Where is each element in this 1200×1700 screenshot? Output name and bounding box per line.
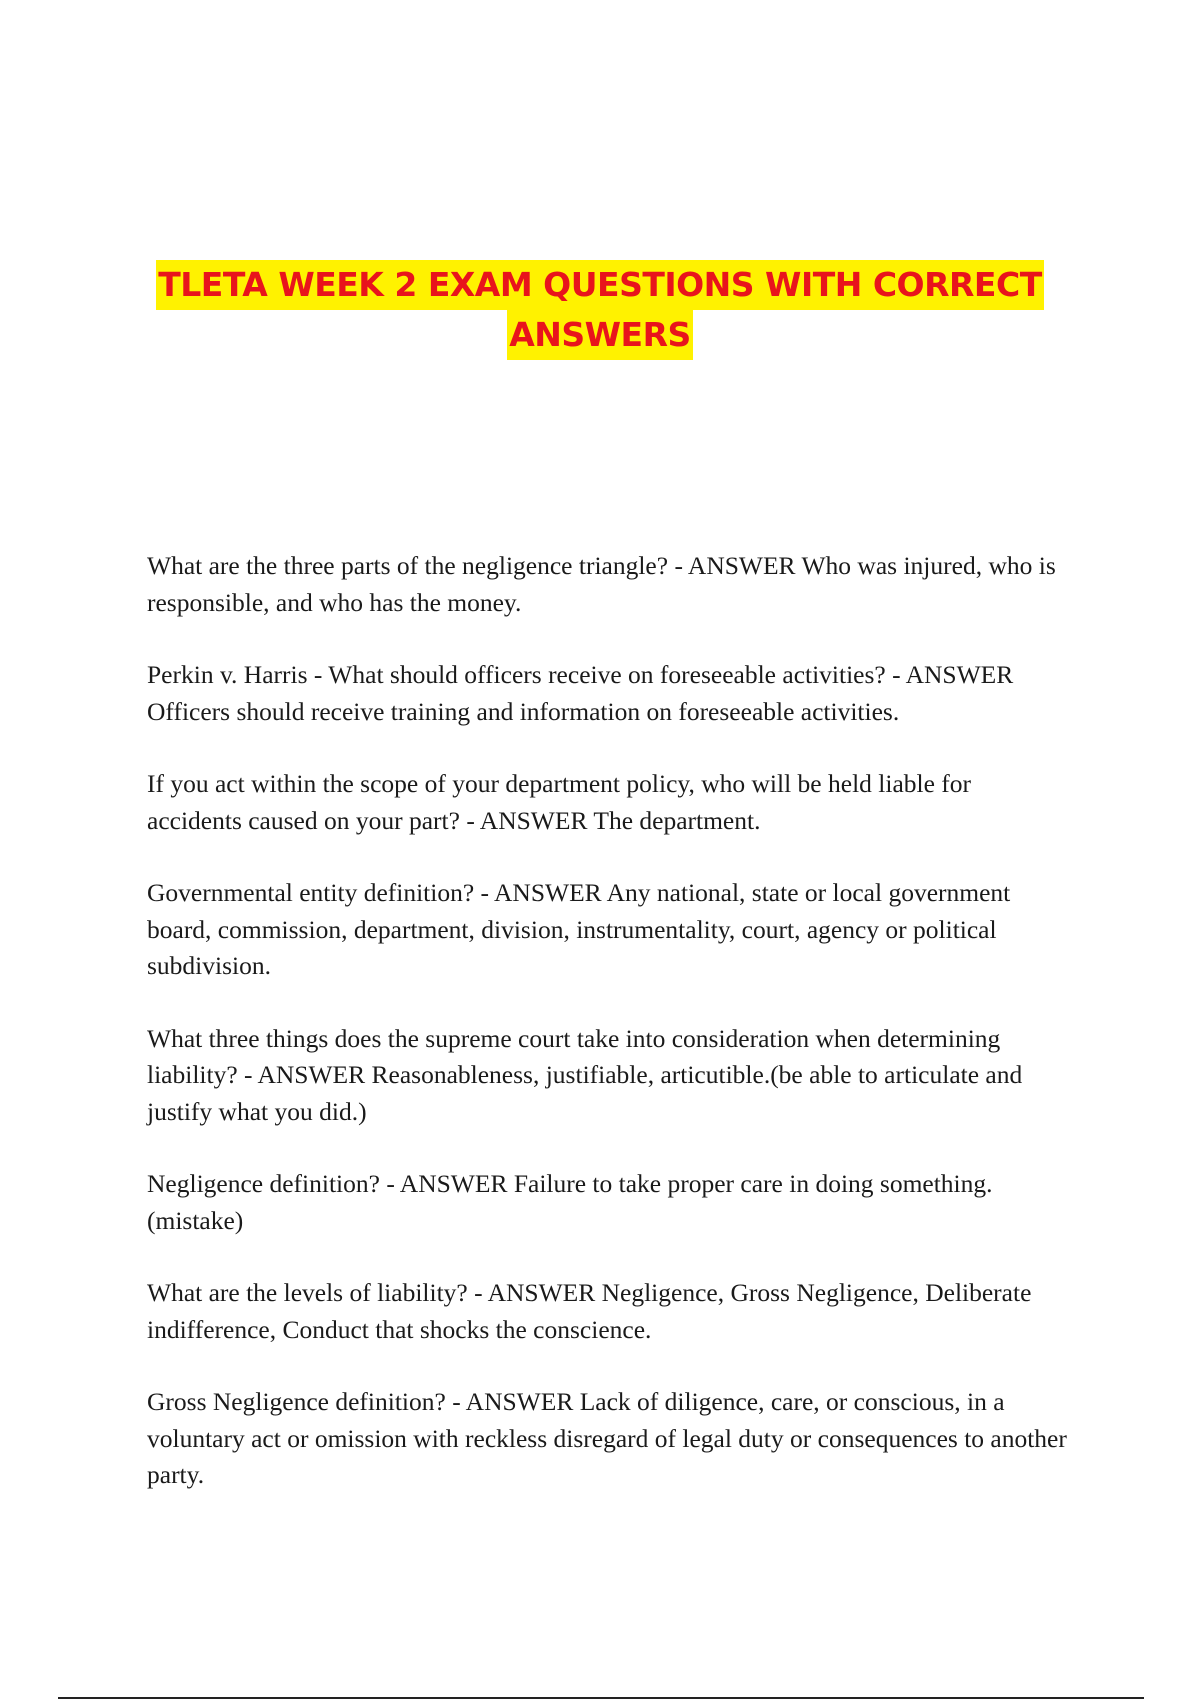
qa-item: Perkin v. Harris - What should officers receive on foreseeable activities? - ANSWER Officers should receive training and information on foreseeable activities. [147, 660, 1014, 726]
qa-item: What are the levels of liability? - ANSWER Negligence, Gross Negligence, Deliberate indifference, Conduct that shocks the conscience. [147, 1278, 1032, 1344]
document-title [100, 260, 1100, 360]
qa-list [147, 548, 1067, 1530]
qa-item: Negligence definition? - ANSWER Failure to take proper care in doing something.(mistake) [147, 1169, 993, 1235]
qa-item: Governmental entity definition? - ANSWER Any national, state or local government board, commission, department, division, instrumentality, court, agency or political subdivision. [147, 878, 1011, 980]
footer-divider [58, 1697, 1144, 1699]
title-line-1: TLETA WEEK 2 EXAM QUESTIONS WITH CORRECT [156, 260, 1043, 310]
qa-item: What are the three parts of the negligence triangle? - ANSWER Who was injured, who is responsible, and who has the money. [147, 551, 1056, 617]
qa-item: What three things does the supreme court take into consideration when determining liability? - ANSWER Reasonableness, justifiable, articutible.(be able to articulate and justify what you did.) [147, 1023, 1023, 1126]
title-line-2: ANSWERS [507, 310, 693, 360]
qa-item: Gross Negligence definition? - ANSWER Lack of diligence, care, or conscious, in a voluntary act or omission with reckless disregard of legal duty or consequences to another party. [147, 1387, 1067, 1489]
qa-item: If you act within the scope of your department policy, who will be held liable for accidents caused on your part? - ANSWER The department. [147, 769, 972, 835]
